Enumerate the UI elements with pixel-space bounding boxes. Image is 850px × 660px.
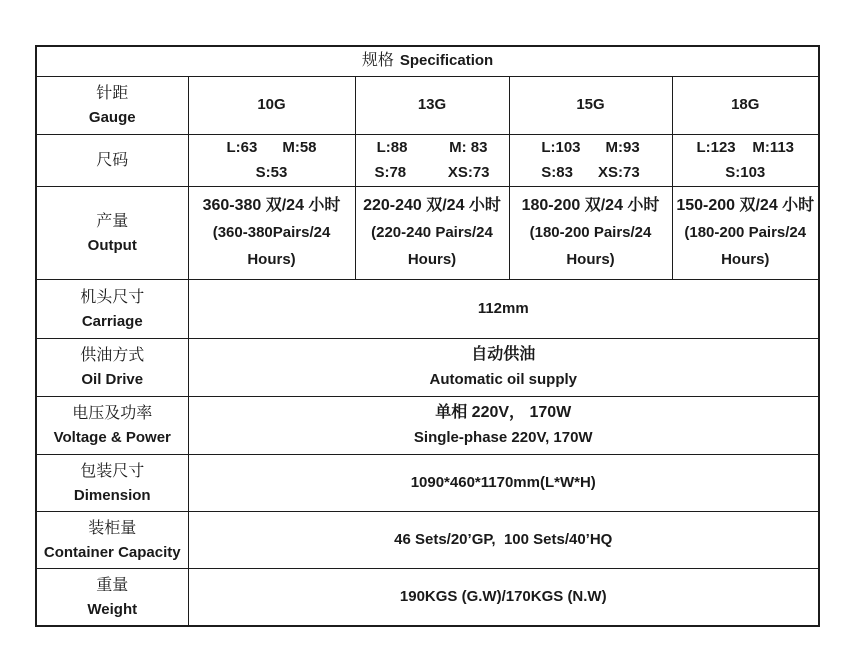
dimension-value: 1090*460*1170mm(L*W*H)	[410, 473, 596, 491]
row-label-size	[36, 134, 188, 186]
gauge-cell-13g	[355, 76, 509, 134]
weight-row	[36, 568, 819, 626]
gauge-cell-10g	[188, 76, 355, 134]
voltage-value-cell	[188, 396, 819, 454]
container-value-cell	[188, 511, 819, 568]
row-label-carriage-cn: 机头尺寸	[80, 288, 145, 306]
row-label-container	[36, 511, 188, 568]
gauge-cell-18g	[672, 76, 819, 134]
container-value: 46 Sets/20’GP, 100 Sets/40’HQ	[394, 530, 613, 548]
gauge-value: 15G	[576, 96, 605, 113]
table-title-en: Specification	[399, 52, 494, 70]
output-en: (180-200 Pairs/24 Hours)	[529, 224, 652, 268]
row-label-size-cn: 尺码	[96, 151, 129, 169]
size-line-2: S:78 XS:73	[374, 164, 490, 181]
output-cn: 150-200 双/24 小时	[676, 197, 815, 214]
output-cell-15g	[509, 186, 672, 279]
row-label-carriage	[36, 279, 188, 338]
row-label-weight	[36, 568, 188, 626]
table-title-cn: 规格	[361, 52, 394, 70]
output-cn: 220-240 双/24 小时	[363, 197, 501, 214]
size-cell-10g	[188, 134, 355, 186]
size-cell-13g	[355, 134, 509, 186]
title-row	[36, 46, 819, 76]
size-line-1: L:103 M:93	[541, 139, 640, 156]
dimension-value-cell	[188, 454, 819, 511]
row-label-dimension	[36, 454, 188, 511]
gauge-value: 13G	[417, 96, 447, 113]
carriage-row	[36, 279, 819, 338]
row-label-gauge-cn: 针距	[96, 85, 129, 102]
size-cell-18g	[672, 134, 819, 186]
specification-table	[35, 45, 820, 627]
carriage-value: 112mm	[477, 299, 529, 317]
gauge-value: 10G	[257, 96, 286, 113]
row-label-output	[36, 186, 188, 279]
size-line-2: S:83 XS:73	[541, 164, 640, 181]
size-line-1: L:63 M:58	[226, 139, 317, 156]
oil-value-cn: 自动供油	[471, 346, 536, 363]
voltage-power-row	[36, 396, 819, 454]
size-line-1: L:88 M: 83	[376, 139, 488, 156]
gauge-row	[36, 76, 819, 134]
output-en: (220-240 Pairs/24 Hours)	[371, 224, 493, 268]
output-row	[36, 186, 819, 279]
row-label-voltage	[36, 396, 188, 454]
output-en: (180-200 Pairs/24 Hours)	[684, 224, 807, 268]
size-line-2: S:103	[725, 164, 766, 181]
row-label-gauge	[36, 76, 188, 134]
row-label-container-cn: 装柜量	[88, 519, 137, 537]
row-label-gauge-en: Gauge	[88, 109, 136, 126]
size-cell-15g	[509, 134, 672, 186]
carriage-value-cell	[188, 279, 819, 338]
dimension-row	[36, 454, 819, 511]
oil-value-en: Automatic oil supply	[429, 371, 577, 388]
output-en: (360-380Pairs/24 Hours)	[212, 224, 331, 268]
size-line-2: S:53	[255, 164, 288, 181]
row-label-dimension-cn: 包装尺寸	[80, 462, 145, 480]
row-label-voltage-en: Voltage & Power	[53, 429, 171, 446]
weight-value-cell	[188, 568, 819, 626]
row-label-oil	[36, 338, 188, 396]
output-cell-10g	[188, 186, 355, 279]
row-label-weight-cn: 重量	[96, 576, 129, 594]
container-capacity-row	[36, 511, 819, 568]
row-label-output-en: Output	[87, 236, 137, 254]
output-cn: 360-380 双/24 小时	[202, 197, 341, 214]
oil-drive-row	[36, 338, 819, 396]
size-line-1: L:123 M:113	[696, 139, 795, 156]
output-cell-18g	[672, 186, 819, 279]
gauge-value: 18G	[731, 96, 760, 113]
weight-value: 190KGS (G.W)/170KGS (N.W)	[399, 587, 607, 605]
row-label-carriage-en: Carriage	[81, 312, 143, 330]
row-label-container-en: Container Capacity	[43, 543, 181, 561]
voltage-value-cn: 单相 220V， 170W	[435, 404, 572, 421]
row-label-voltage-cn: 电压及功率	[72, 405, 153, 422]
row-label-weight-en: Weight	[87, 600, 138, 618]
row-label-output-cn: 产量	[96, 212, 129, 230]
oil-value-cell	[188, 338, 819, 396]
output-cell-13g	[355, 186, 509, 279]
row-label-dimension-en: Dimension	[73, 486, 151, 504]
row-label-oil-cn: 供油方式	[80, 347, 145, 364]
table-title-cell	[36, 46, 819, 76]
voltage-value-en: Single-phase 220V, 170W	[413, 429, 593, 446]
size-row	[36, 134, 819, 186]
output-cn: 180-200 双/24 小时	[521, 197, 660, 214]
row-label-oil-en: Oil Drive	[81, 371, 144, 388]
gauge-cell-15g	[509, 76, 672, 134]
